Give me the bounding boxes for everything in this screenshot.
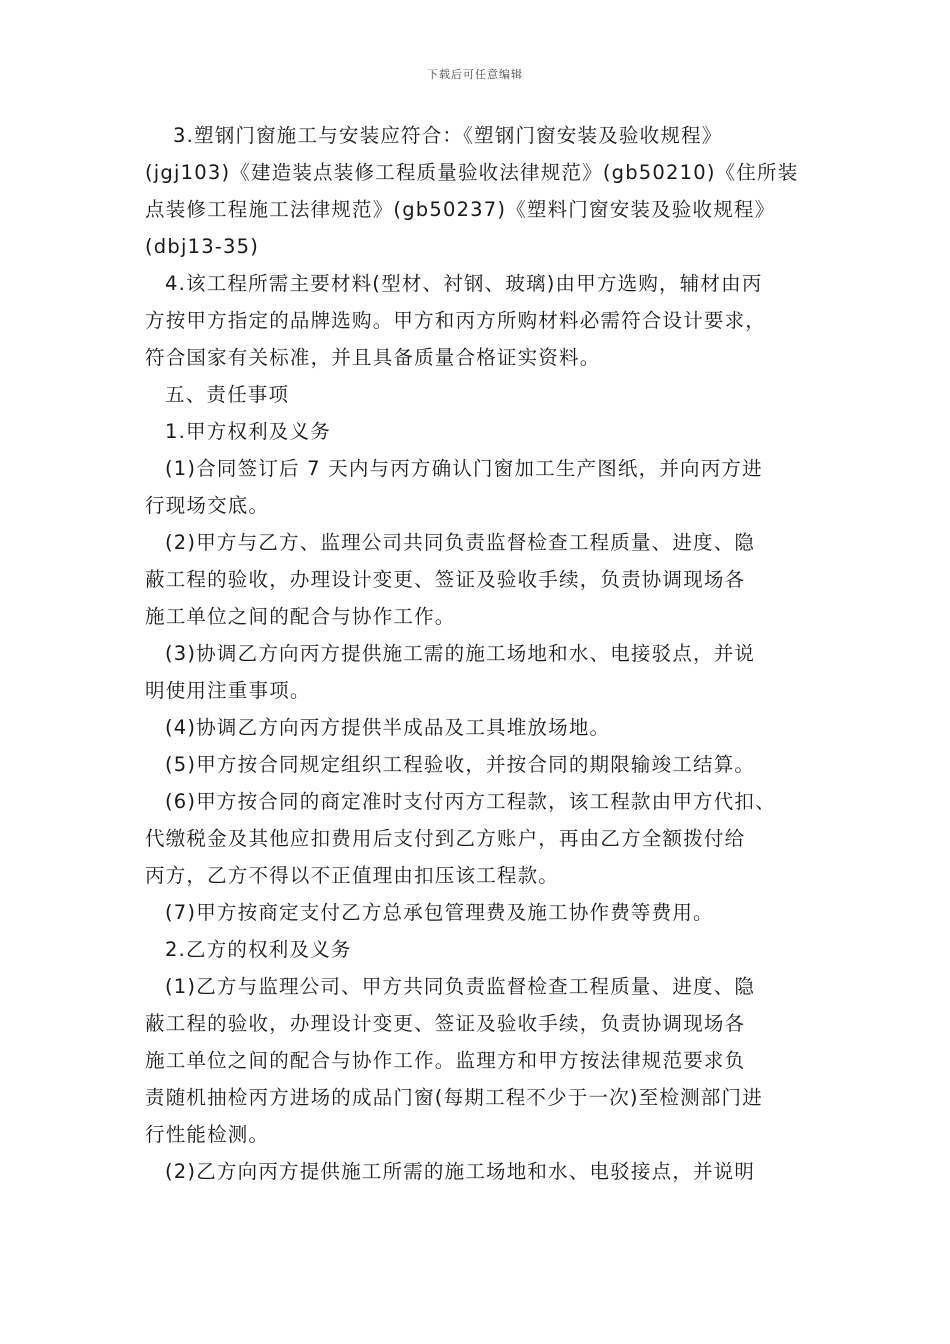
clause-3-line-2: (jgj103)《建造装点装修工程质量验收法律规范》(gb50210)《住所装 [145,161,799,184]
item-1-6-line-3: 丙方，乙方不得以不正值理由扣压该工程款。 [145,864,560,887]
subsection-heading-1: 1.甲方权利及义务 [165,420,331,443]
item-2-2-line-1: (2)乙方向丙方提供施工所需的施工场地和水、电驳接点，并说明 [165,1160,756,1183]
clause-4-line-2: 方按甲方指定的品牌选购。甲方和丙方所购材料必需符合设计要求， [145,309,767,332]
item-1-1-line-1: (1)合同签订后 7 天内与丙方确认门窗加工生产图纸，并向丙方进 [165,457,763,480]
item-1-6-line-2: 代缴税金及其他应扣费用后支付到乙方账户，再由乙方全额拨付给 [145,827,746,850]
item-2-1-line-3: 施工单位之间的配合与协作工作。监理方和甲方按法律规范要求负 [145,1049,746,1072]
item-1-5-line-1: (5)甲方按合同规定组织工程验收，并按合同的期限输竣工结算。 [165,753,756,776]
item-1-6-line-1: (6)甲方按合同的商定准时支付丙方工程款，该工程款由甲方代扣、 [165,790,776,813]
item-2-1-line-5: 行性能检测。 [145,1123,270,1146]
page-header-note: 下载后可任意编辑 [427,68,523,81]
clause-3-line-3: 点装修工程施工法律规范》(gb50237)《塑料门窗安装及验收规程》 [145,198,776,221]
clause-4-line-1: 4.该工程所需主要材料(型材、衬钢、玻璃)由甲方选购，辅材由丙 [165,272,763,295]
item-2-1-line-2: 蔽工程的验收，办理设计变更、签证及验收手续，负责协调现场各 [145,1012,746,1035]
clause-3-line-1: 3.塑钢门窗施工与安装应符合：《塑钢门窗安装及验收规程》 [173,124,723,147]
document-body [145,117,815,1190]
item-1-7-line-1: (7)甲方按商定支付乙方总承包管理费及施工协作费等费用。 [165,901,714,924]
item-1-2-line-2: 蔽工程的验收，办理设计变更、签证及验收手续，负责协调现场各 [145,568,746,591]
item-1-4-line-1: (4)协调乙方向丙方提供半成品及工具堆放场地。 [165,716,611,739]
section-heading-5: 五、责任事项 [165,383,290,406]
item-1-2-line-1: (2)甲方与乙方、监理公司共同负责监督检查工程质量、进度、隐 [165,531,756,554]
item-1-1-line-2: 行现场交底。 [145,494,270,517]
item-1-3-line-1: (3)协调乙方向丙方提供施工需的施工场地和水、电接驳点，并说 [165,642,756,665]
subsection-heading-2: 2.乙方的权利及义务 [165,938,352,961]
item-2-1-line-1: (1)乙方与监理公司、甲方共同负责监督检查工程质量、进度、隐 [165,975,756,998]
clause-4-line-3: 符合国家有关标准，并且具备质量合格证实资料。 [145,346,601,369]
item-1-3-line-2: 明使用注重事项。 [145,679,311,702]
item-1-2-line-3: 施工单位之间的配合与协作工作。 [145,605,456,628]
item-2-1-line-4: 责随机抽检丙方进场的成品门窗(每期工程不少于一次)至检测部门进 [145,1086,763,1109]
clause-3-line-4: (dbj13-35) [145,235,260,258]
